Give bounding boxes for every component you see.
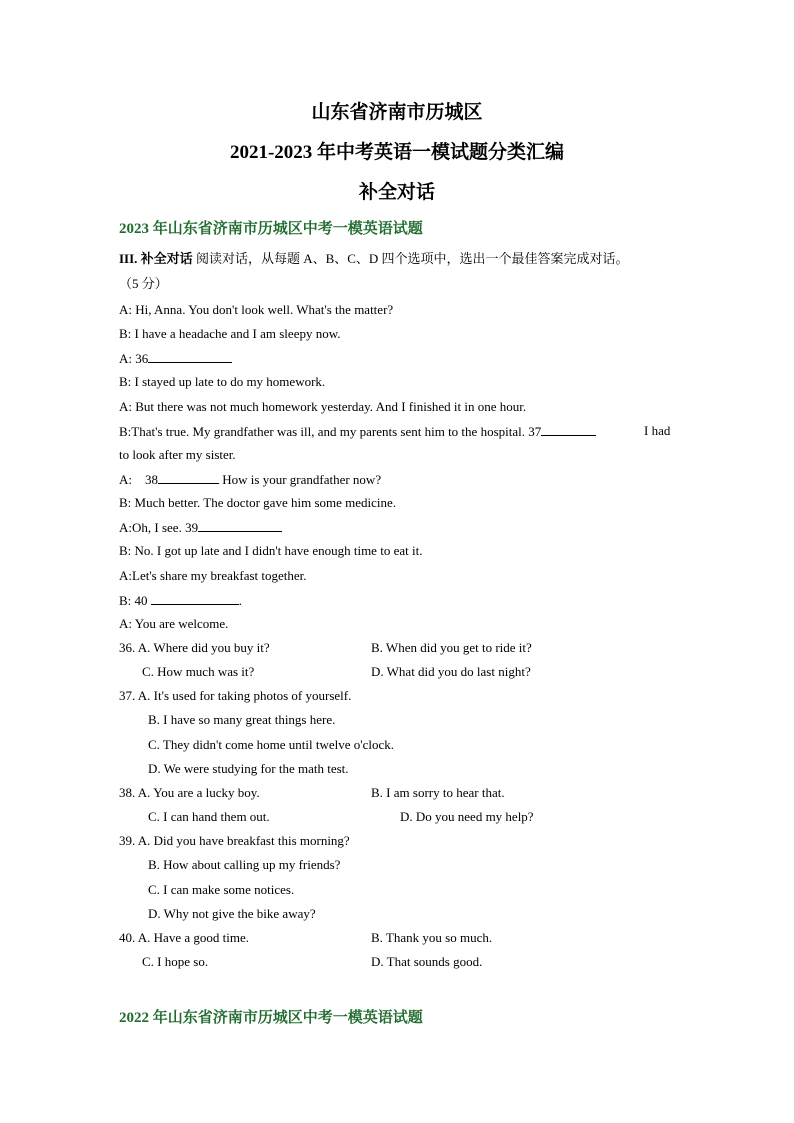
dialogue-line: to look after my sister. bbox=[119, 447, 236, 462]
instruction bbox=[119, 248, 629, 267]
option-36c: C. How much was it? bbox=[142, 664, 255, 679]
option-38c: C. I can hand them out. bbox=[148, 809, 270, 824]
title-region: 山东省济南市历城区 bbox=[311, 102, 483, 123]
option-38a: 38. A. You are a lucky boy. bbox=[119, 785, 260, 800]
instruction-label: III. 补全对话 bbox=[119, 251, 193, 266]
option-39b: B. How about calling up my friends? bbox=[148, 857, 341, 872]
option-37d: D. We were studying for the math test. bbox=[148, 761, 349, 776]
option-39a: 39. A. Did you have breakfast this morning? bbox=[119, 833, 350, 848]
option-38d: D. Do you need my help? bbox=[400, 809, 534, 824]
option-37c: C. They didn't come home until twelve o'clock. bbox=[148, 737, 394, 752]
dialogue-line: A: Hi, Anna. You don't look well. What's the matter? bbox=[119, 302, 394, 317]
dialogue-text: B:That's true. My grandfather was ill, and my parents sent him to the hospital. 37 bbox=[119, 424, 542, 439]
dialogue-line: A: You are welcome. bbox=[119, 616, 229, 631]
option-40c: C. I hope so. bbox=[142, 954, 209, 969]
dialogue-text: A:Oh, I see. 39 bbox=[119, 520, 199, 535]
section-heading-2022: 2022 年山东省济南市历城区中考一模英语试题 bbox=[119, 1010, 423, 1026]
option-39d: D. Why not give the bike away? bbox=[148, 906, 316, 921]
answer-blank-37[interactable] bbox=[541, 423, 596, 436]
option-40d: D. That sounds good. bbox=[371, 954, 483, 969]
dialogue-text: A: 38 bbox=[119, 472, 158, 487]
dialogue-text: I had bbox=[644, 423, 671, 438]
dialogue-text: B: 40 bbox=[119, 593, 148, 608]
dialogue-line: B: No. I got up late and I didn't have enough time to eat it. bbox=[119, 543, 423, 558]
dialogue-line bbox=[119, 350, 232, 367]
answer-blank-40[interactable] bbox=[151, 592, 239, 605]
dialogue-line: A:Let's share my breakfast together. bbox=[119, 568, 307, 583]
dialogue-text: A: 36 bbox=[119, 351, 149, 366]
option-36b: B. When did you get to ride it? bbox=[371, 640, 532, 655]
dialogue-line: B: I have a headache and I am sleepy now. bbox=[119, 326, 341, 341]
dialogue-line bbox=[119, 592, 242, 609]
instruction-text: 阅读对话，从每题 A、B、C、D 四个选项中，选出一个最佳答案完成对话。 bbox=[195, 251, 629, 266]
title-series: 2021-2023 年中考英语一模试题分类汇编 bbox=[229, 142, 565, 163]
dialogue-line: A: But there was not much homework yesterday. And I finished it in one hour. bbox=[119, 399, 527, 414]
option-39c: C. I can make some notices. bbox=[148, 882, 295, 897]
option-36d: D. What did you do last night? bbox=[371, 664, 531, 679]
answer-blank-36[interactable] bbox=[148, 350, 232, 363]
option-37b: B. I have so many great things here. bbox=[148, 712, 336, 727]
dialogue-line: B: Much better. The doctor gave him some medicine. bbox=[119, 495, 397, 510]
answer-blank-39[interactable] bbox=[198, 519, 282, 532]
dialogue-text: . bbox=[238, 593, 243, 608]
dialogue-text: How is your grandfather now? bbox=[222, 472, 382, 487]
dialogue-line: B: I stayed up late to do my homework. bbox=[119, 374, 326, 389]
dialogue-line bbox=[119, 423, 596, 440]
section-heading-2023: 2023 年山东省济南市历城区中考一模英语试题 bbox=[119, 221, 423, 237]
answer-blank-38[interactable] bbox=[158, 471, 219, 484]
instruction-score: （5 分） bbox=[119, 276, 168, 291]
dialogue-line bbox=[119, 519, 282, 536]
dialogue-line bbox=[119, 471, 381, 488]
option-36a: 36. A. Where did you buy it? bbox=[119, 640, 270, 655]
option-37a: 37. A. It's used for taking photos of yourself. bbox=[119, 688, 352, 703]
title-topic: 补全对话 bbox=[358, 182, 435, 203]
option-40b: B. Thank you so much. bbox=[371, 930, 493, 945]
option-38b: B. I am sorry to hear that. bbox=[371, 785, 505, 800]
option-40a: 40. A. Have a good time. bbox=[119, 930, 249, 945]
